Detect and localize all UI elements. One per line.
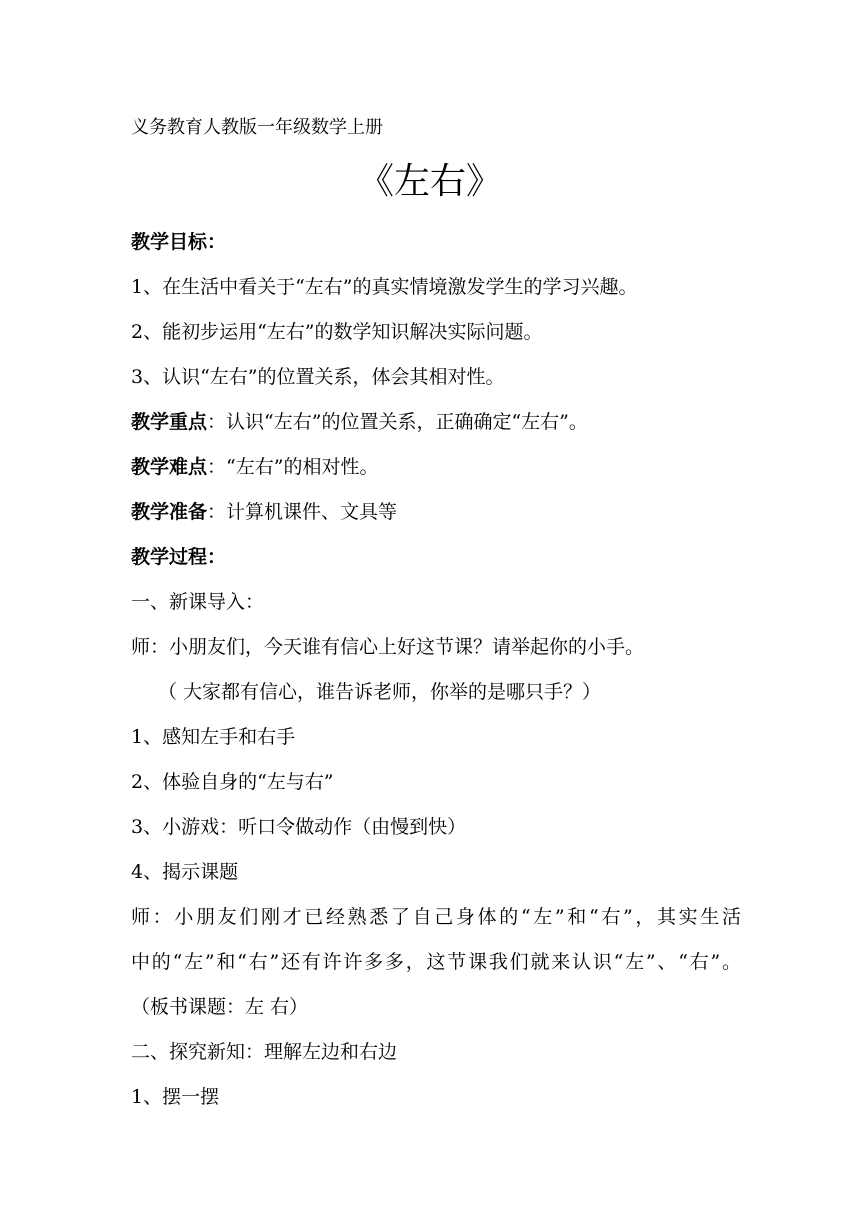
objective-item-2: 2、能初步运用“左右”的数学知识解决实际问题。 (131, 321, 543, 343)
key-point-text: ：认识“左右”的位置关系，正确确定“左右”。 (207, 411, 588, 433)
document-title: 《左右》 (357, 161, 502, 202)
process-heading: 教学过程： (131, 546, 227, 568)
paragraph-line-1: 师：小朋友们刚才已经熟悉了自己身体的“左”和“右”，其实生活 (131, 906, 741, 928)
paragraph-line-2: 中的“左”和“右”还有许许多多，这节课我们就来认识“左”、“右”。 (131, 951, 741, 973)
section1-heading: 一、新课导入： (131, 591, 265, 613)
board-title: （板书课题：左 右） (131, 996, 309, 1018)
difficulty-text: ：“左右”的相对性。 (207, 456, 379, 478)
objectives-heading: 教学目标： (131, 231, 227, 253)
objective-item-1: 1、在生活中看关于“左右”的真实情境激发学生的学习兴趣。 (131, 276, 638, 298)
teacher-line-1: 师：小朋友们，今天谁有信心上好这节课？请举起你的小手。 (131, 636, 645, 658)
document-header: 义务教育人教版一年级数学上册 (131, 117, 383, 138)
difficulty-label: 教学难点 (131, 456, 208, 478)
preparation-label: 教学准备 (131, 501, 208, 523)
step-item-2: 2、体验自身的“左与右” (131, 771, 334, 793)
key-point-line (131, 409, 588, 435)
section2-heading: 二、探究新知：理解左边和右边 (131, 1041, 398, 1063)
key-point-label: 教学重点 (131, 411, 208, 433)
step-item-4: 4、揭示课题 (131, 861, 239, 883)
step-item-3: 3、小游戏：听口令做动作（由慢到快） (131, 816, 467, 838)
step-item-1: 1、感知左手和右手 (131, 726, 296, 748)
preparation-line (131, 499, 397, 525)
preparation-text: ：计算机课件、文具等 (207, 501, 398, 523)
subsection-item-1: 1、摆一摆 (131, 1086, 220, 1108)
difficulty-line (131, 454, 378, 480)
objective-item-3: 3、认识“左右”的位置关系，体会其相对性。 (131, 366, 505, 388)
teacher-line-2: （ 大家都有信心，谁告诉老师，你举的是哪只手？） (158, 681, 602, 703)
